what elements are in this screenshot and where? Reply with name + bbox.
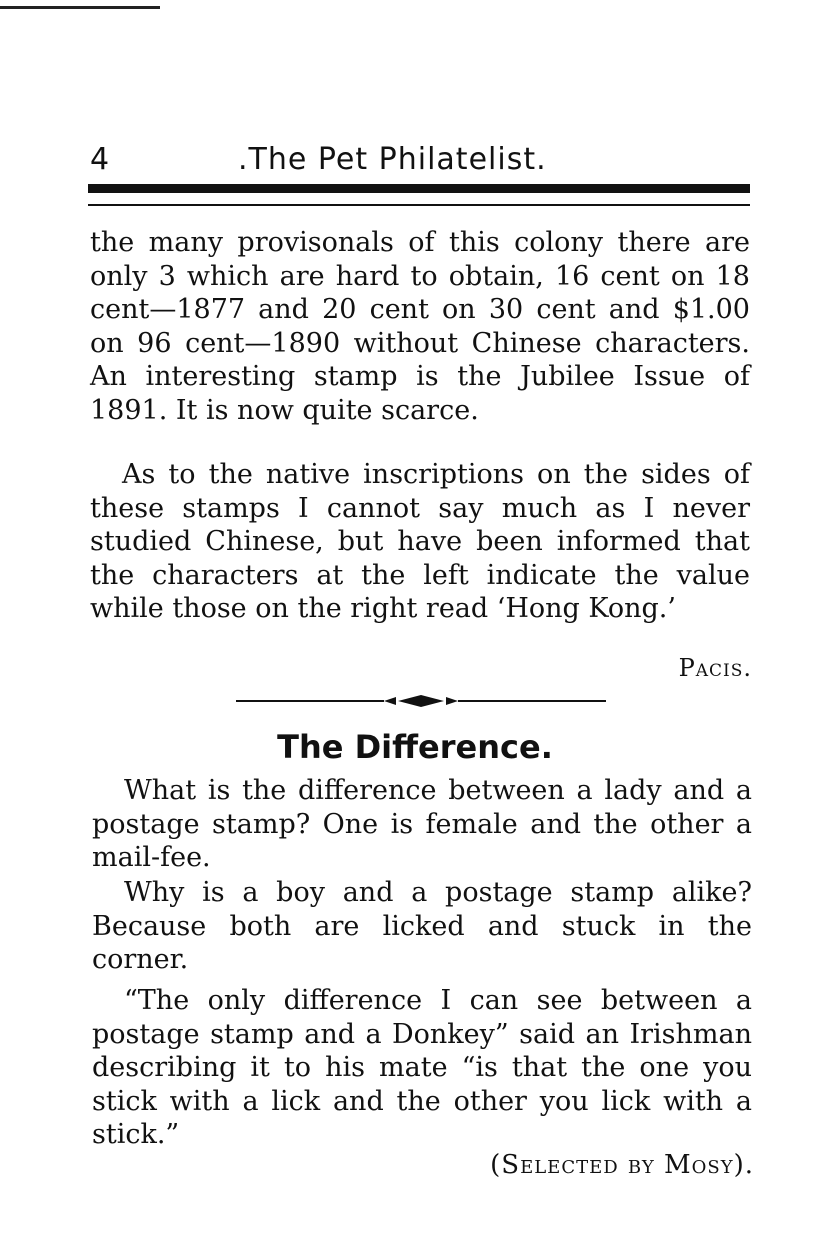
page-number: 4 (90, 142, 111, 177)
selection-credit: (Selected by Mosy). (490, 1150, 754, 1180)
header-rule-thick (88, 184, 750, 193)
corner-rule (0, 6, 160, 9)
article-paragraph: the many provisonals of this colony there are only 3 which are hard to obtain, 16 cent on 18 cent—1877 and 20 cent on 30 cent and $1.00 on 96 cent—1890 without Chinese characters. An interesting stamp is the Jubilee Issue of 1891. It is now quite scarce. (90, 227, 750, 426)
joke-paragraph: What is the difference between a lady and a postage stamp? One is female and the other a mail-fee. (92, 775, 752, 873)
section-title: The Difference. (277, 728, 553, 766)
joke-paragraph: “The only difference I can see between a postage stamp and a Donkey” said an Irishman describing it to his mate “is that the one you stick with a lick and the other you lick with a stick.” (92, 985, 752, 1150)
joke-paragraph: Why is a boy and a postage stamp alike? Because both are licked and stuck in the corner. (92, 877, 752, 975)
article-paragraph: As to the native inscriptions on the sides of these stamps I cannot say much as I never studied Chinese, but have been informed that the characters at the left indicate the value while those on the right read ‘Hong Kong.’ (90, 459, 750, 624)
ornament-divider (236, 694, 606, 708)
author-signature: Pacis. (678, 654, 752, 682)
running-title: .The Pet Philatelist. (238, 142, 547, 177)
header-rule-thin (88, 204, 750, 206)
page-header (88, 142, 750, 182)
